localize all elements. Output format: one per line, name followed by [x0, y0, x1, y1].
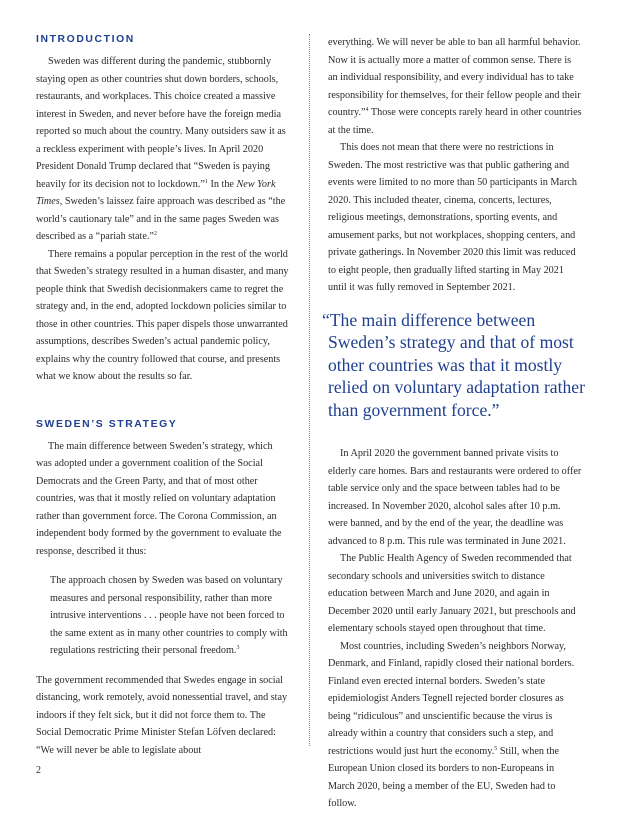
footnote-ref-4: 4	[365, 107, 369, 113]
borders-paragraph	[328, 638, 582, 813]
strategy-paragraph-2: The government recommended that Swedes engage in social distancing, work remotely, avoid nonessential travel, and stay indoors if they felt sick, but it did not force them to. The Social Democratic Prime Minister Stefan Löfven declared: “We will never be able to legislate about	[36, 674, 288, 756]
pull-quote: “The main difference between Sweden’s strategy and that of most other countries was that it mostly relied on voluntary adaptation rather than government force.”	[322, 309, 585, 420]
schools-paragraph: The Public Health Agency of Sweden recommended that secondary schools and universities switch to distance education between March and June 2020, and again in December 2020 until early January 2021, but preschools and elementary schools stayed open throughout that time.	[328, 553, 576, 635]
column-divider	[309, 34, 310, 746]
borders-text-b: Still, when the European Union closed its borders to non-Europeans in March 2020, being a member of the EU, Sweden had to follow.	[328, 745, 559, 810]
footnote-ref-2: 2	[153, 231, 157, 237]
intro-text-c: , Sweden’s laissez faire approach was described as “the world’s cautionary tale” and in the same pages Sweden was described as a “pariah state.”	[36, 196, 286, 242]
visits-paragraph: In April 2020 the government banned private visits to elderly care homes. Bars and restaurants were ordered to offer table service only and the space between tables had to be increased. In November 2020, alcohol sales after 10 p.m. were banned, and by the end of the year, the deadline was advanced to 8 p.m. This rule was terminated in June 2021.	[328, 448, 582, 547]
right-column	[322, 34, 585, 813]
restrictions-paragraph: This does not mean that there were no restrictions in Sweden. The most restrictive was that public gathering and events were limited to no more than 50 participants in March 2020. This included theater, cinema, concerts, lectures, religious meetings, demonstrations, sporting events, and amusement parks, but not workplaces, shopping centers, and private gatherings. In November 2020 this limit was reduced to eight people, then gradually lifted starting in May 2021 until it was fully removed in September 2021.	[328, 142, 577, 293]
block-quote-body: The approach chosen by Sweden was based on voluntary measures and personal responsibility, rather than more intrusive interventions . . . people have not been forced to the same extent as in many other countries to comply with regulations restricting their personal freedom.	[50, 575, 288, 656]
intro-text-a: Sweden was different during the pandemic, stubbornly staying open as other countries shut down borders, schools, restaurants, and workplaces. This choice created a massive interest in Sweden, and never before have the foreign media reported so much about the country. Many outsiders saw it as a reckless experiment with people’s lives. In April 2020 President Donald Trump declared that “Sweden is paying heavily for its decision not to lockdown.”	[36, 56, 286, 190]
spacer	[328, 421, 582, 445]
footnote-ref-3: 3	[236, 645, 240, 651]
continued-text-a: everything. We will never be able to ban all harmful behavior. Now it is actually more a matter of common sense. There is an individual responsibility, and every individual has to take responsibility for themselves, for their fellow people and their country.”	[328, 37, 581, 118]
nyt-title: New York Times	[36, 178, 276, 207]
intro-text-b: In the	[207, 178, 237, 190]
page-number: 2	[36, 765, 41, 776]
continued-text-b: Those were concepts rarely heard in other countries at the time.	[328, 107, 582, 136]
left-column	[36, 34, 290, 759]
intro-paragraph-2: There remains a popular perception in the rest of the world that Sweden’s strategy resulted in a human disaster, and many people think that Swedish decisionmakers came to regret the strategy and, in the end, adopted lockdown policies similar to those in other countries. This paper dispels those unwarranted assumptions, describes Sweden’s actual pandemic policy, explains why the country followed that course, and presents what we know about the results so far.	[36, 248, 289, 382]
footnote-ref-5: 5	[494, 745, 498, 752]
footnote-ref-1: 1	[204, 178, 208, 185]
continued-paragraph	[328, 34, 582, 139]
introduction-heading: INTRODUCTION	[36, 34, 135, 45]
block-quote-text	[50, 572, 290, 660]
block-quote	[50, 572, 290, 660]
strategy-heading: SWEDEN’S STRATEGY	[36, 418, 178, 430]
strategy-paragraph-1: The main difference between Sweden’s strategy, which was adopted under a government coalition of the Social Democrats and the Green Party, and that of most other countries, was that it mostly relied on voluntary adaptation rather than government force. The Corona Commission, an independent body formed by the government to evaluate the response, described it thus:	[36, 440, 282, 557]
borders-text-a: Most countries, including Sweden’s neighbors Norway, Denmark, and Finland, rapidly closed their national borders. Finland even erected internal borders. Sweden’s state epidemiologist Anders Tegnell rejected border closures as being “ridiculous” and unscientific because the virus is already within a country that considers such a step, and restrictions would just hurt the economy.	[328, 640, 575, 757]
intro-paragraph-1	[36, 53, 290, 246]
